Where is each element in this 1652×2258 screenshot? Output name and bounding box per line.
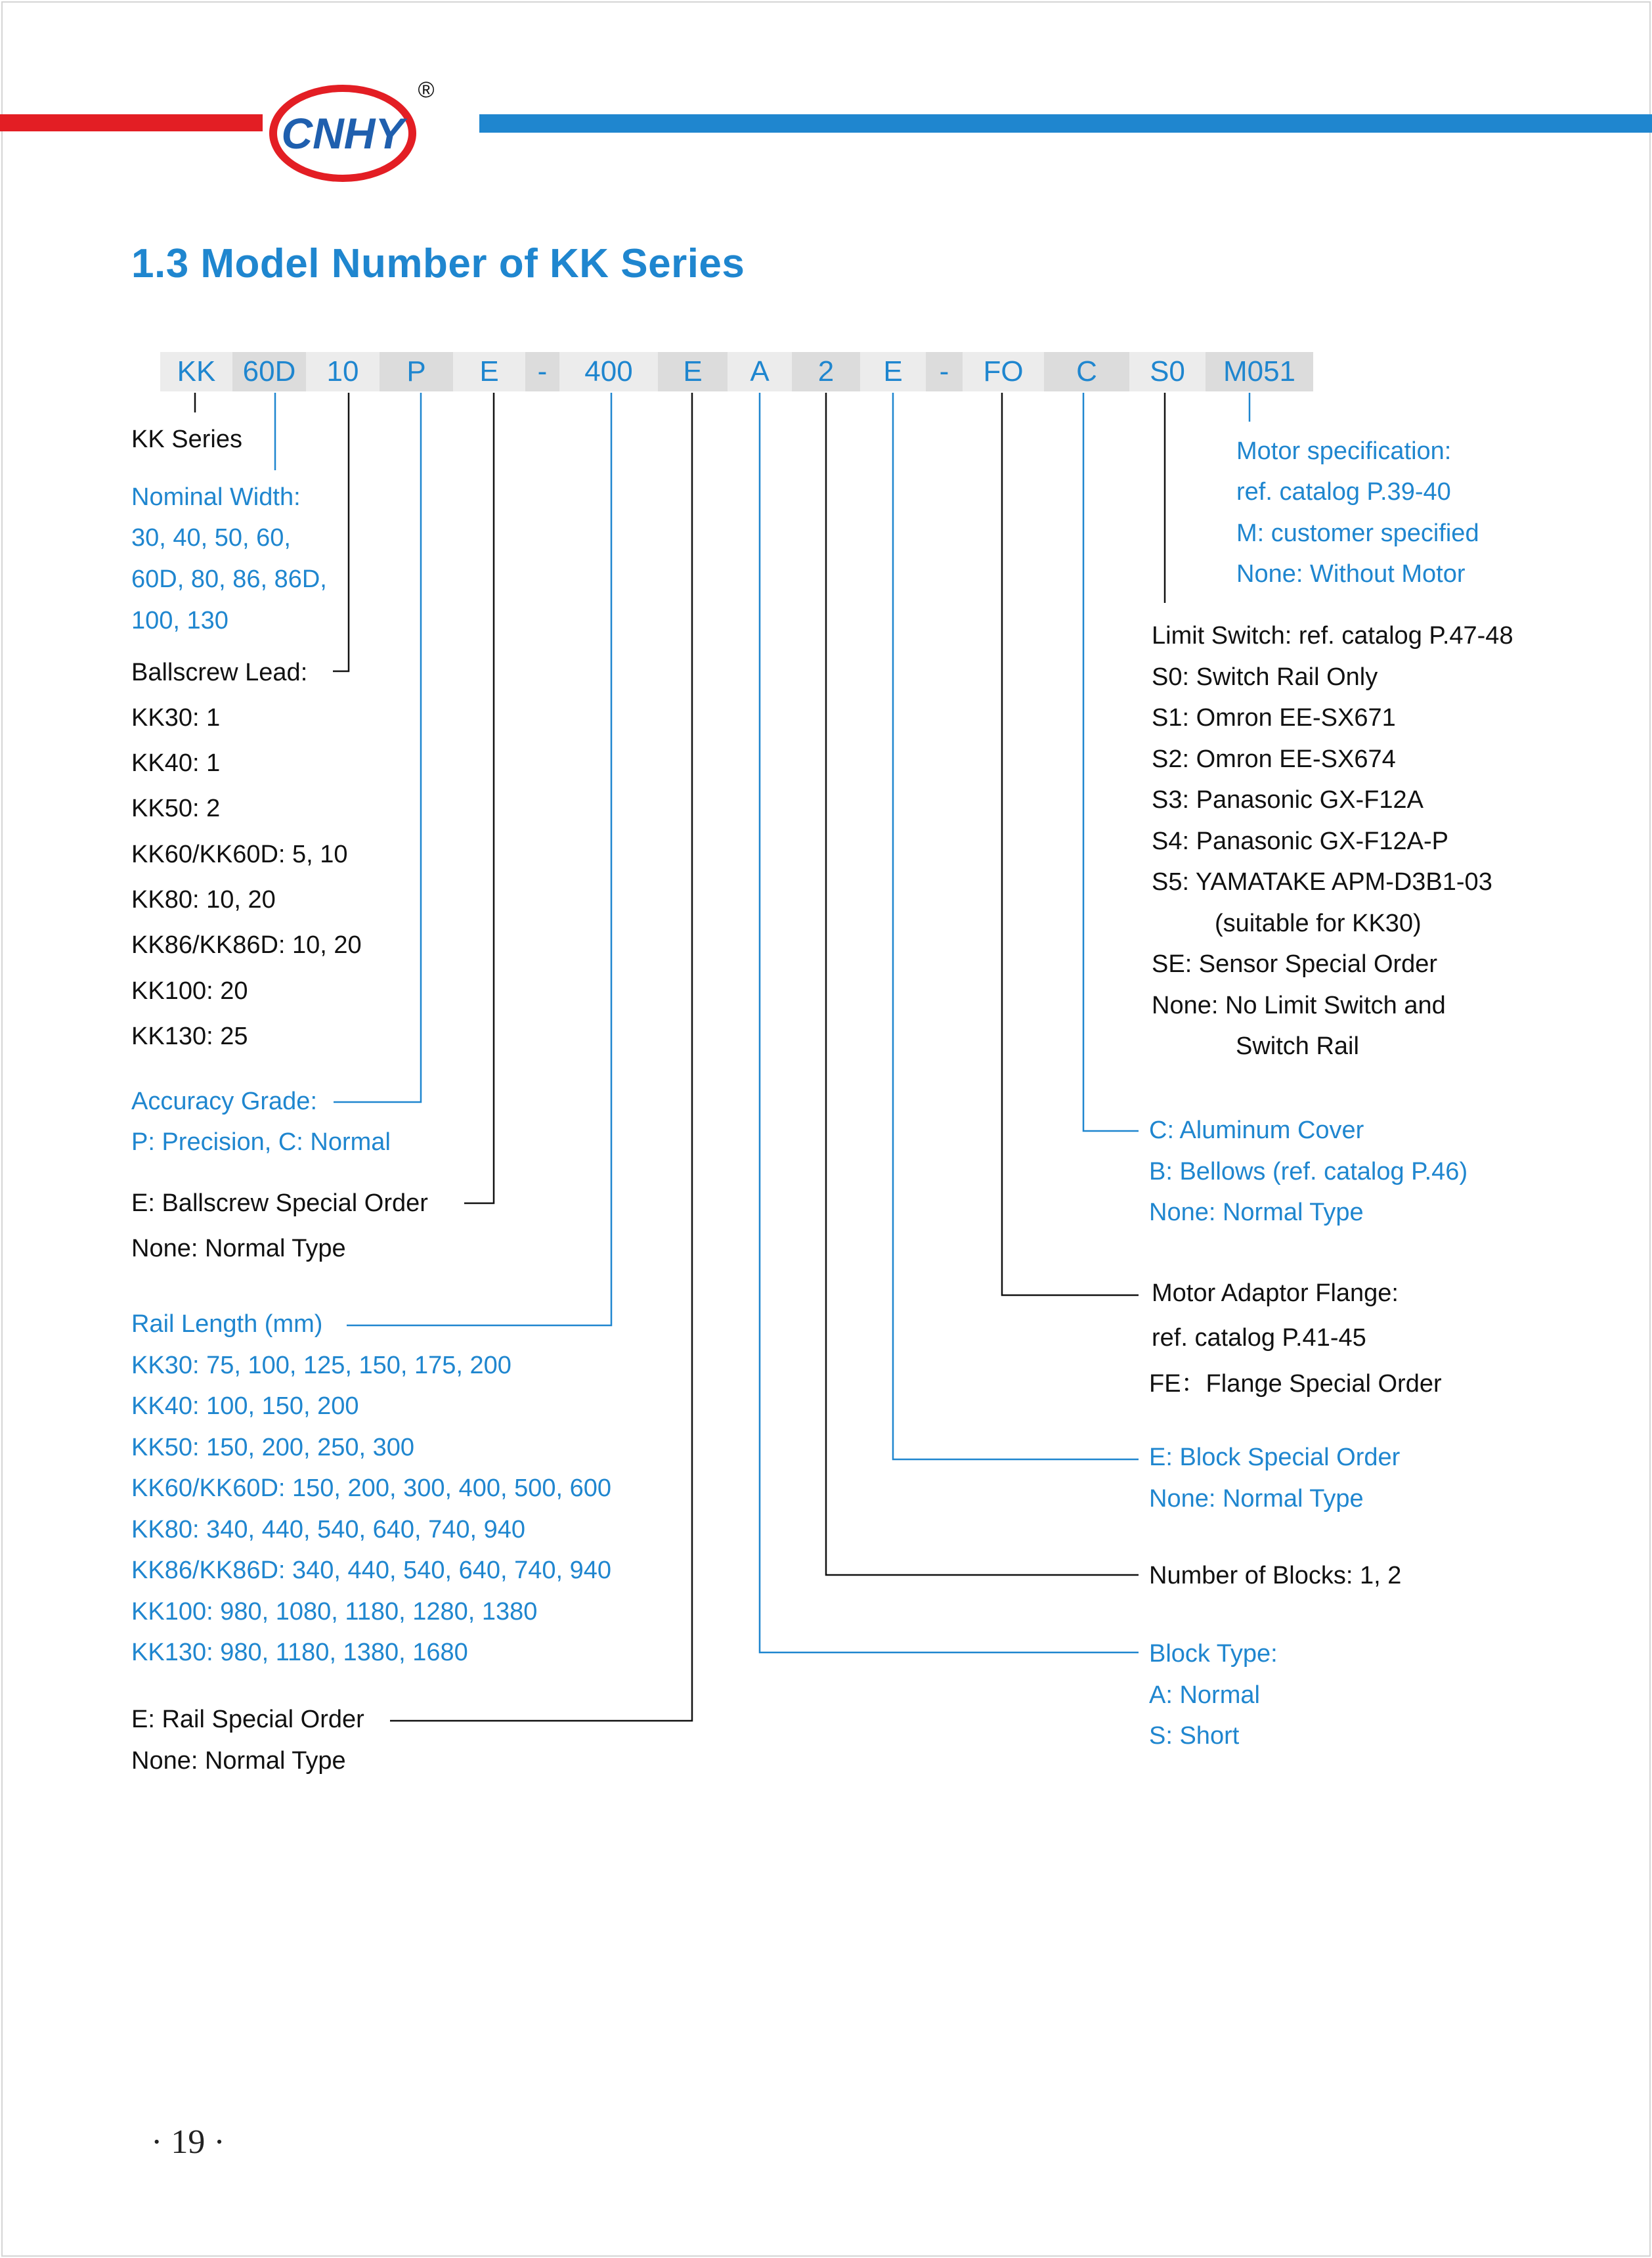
- flange-item: FE：Flange Special Order: [1149, 1370, 1442, 1398]
- block-type-heading: Block Type:: [1149, 1640, 1278, 1668]
- logo-text: CNHY: [281, 109, 404, 158]
- limit-switch-item: SE: Sensor Special Order: [1152, 950, 1438, 978]
- accuracy-values: P: Precision, C: Normal: [131, 1128, 391, 1156]
- rail-length-heading: Rail Length (mm): [131, 1310, 323, 1338]
- code-segment-blocks: 2: [792, 352, 860, 391]
- ballscrew-special-order: E: Ballscrew Special Order: [131, 1189, 428, 1217]
- code-segment-dash: -: [926, 352, 963, 391]
- ballscrew-lead-heading: Ballscrew Lead:: [131, 659, 308, 686]
- limit-switch-item: S0: Switch Rail Only: [1152, 663, 1378, 691]
- code-segment-block-type: A: [728, 352, 792, 391]
- code-segment-lead: 10: [306, 352, 380, 391]
- rail-length-item: KK40: 100, 150, 200: [131, 1392, 359, 1420]
- nominal-width-values: 60D, 80, 86, 86D,: [131, 565, 327, 593]
- page-number: · 19 ·: [151, 2123, 225, 2161]
- code-segment-accuracy: P: [380, 352, 453, 391]
- nominal-width-heading: Nominal Width:: [131, 483, 301, 511]
- rail-special-none: None: Normal Type: [131, 1747, 346, 1775]
- ballscrew-lead-item: KK100: 20: [131, 977, 248, 1005]
- ballscrew-lead-item: KK80: 10, 20: [131, 886, 276, 914]
- flange-item: ref. catalog P.41-45: [1152, 1324, 1366, 1352]
- series-label: KK Series: [131, 426, 242, 453]
- accuracy-heading: Accuracy Grade:: [131, 1088, 317, 1115]
- leader-accuracy: [334, 393, 421, 1102]
- ballscrew-lead-item: KK130: 25: [131, 1023, 248, 1050]
- cover-item: B: Bellows (ref. catalog P.46): [1149, 1158, 1468, 1185]
- limit-switch-item: None: No Limit Switch and: [1152, 992, 1446, 1019]
- limit-switch-item: S4: Panasonic GX-F12A-P: [1152, 828, 1448, 855]
- limit-switch-note: (suitable for KK30): [1215, 910, 1422, 937]
- rail-length-item: KK50: 150, 200, 250, 300: [131, 1434, 415, 1461]
- limit-switch-item: S2: Omron EE-SX674: [1152, 745, 1396, 773]
- code-segment-series: KK: [160, 352, 232, 391]
- limit-switch-note: Switch Rail: [1236, 1032, 1359, 1060]
- leader-blocks: [826, 393, 1139, 1575]
- limit-switch-item: S3: Panasonic GX-F12A: [1152, 786, 1424, 814]
- rail-length-item: KK30: 75, 100, 125, 150, 175, 200: [131, 1352, 511, 1379]
- rail-length-item: KK86/KK86D: 340, 440, 540, 640, 740, 940: [131, 1557, 612, 1584]
- blocks-count: Number of Blocks: 1, 2: [1149, 1562, 1402, 1589]
- leader-lead: [333, 393, 349, 671]
- code-segment-flange: FO: [963, 352, 1044, 391]
- ballscrew-special-none: None: Normal Type: [131, 1235, 346, 1262]
- limit-switch-item: S5: YAMATAKE APM-D3B1-03: [1152, 868, 1492, 896]
- cover-item: None: Normal Type: [1149, 1199, 1364, 1226]
- rail-length-item: KK130: 980, 1180, 1380, 1680: [131, 1639, 468, 1666]
- code-segment-cover: C: [1044, 352, 1129, 391]
- motor-spec-item: None: Without Motor: [1236, 560, 1466, 588]
- cover-heading: C: Aluminum Cover: [1149, 1117, 1364, 1144]
- page-title: 1.3 Model Number of KK Series: [131, 241, 745, 286]
- leader-cover: [1083, 393, 1139, 1131]
- leader-block-special: [893, 393, 1139, 1459]
- limit-switch-item: S1: Omron EE-SX671: [1152, 704, 1396, 732]
- rail-length-item: KK80: 340, 440, 540, 640, 740, 940: [131, 1516, 526, 1543]
- code-segment-rail-special: E: [658, 352, 728, 391]
- nominal-width-values: 100, 130: [131, 607, 228, 634]
- flange-heading: Motor Adaptor Flange:: [1152, 1279, 1399, 1307]
- code-segment-ballscrew-special: E: [453, 352, 525, 391]
- ballscrew-lead-item: KK60/KK60D: 5, 10: [131, 841, 348, 868]
- motor-spec-heading: Motor specification:: [1236, 437, 1452, 465]
- block-type-item: S: Short: [1149, 1722, 1240, 1750]
- leader-ballscrew-special: [464, 393, 494, 1203]
- nominal-width-values: 30, 40, 50, 60,: [131, 524, 291, 552]
- registered-mark: ®: [418, 77, 435, 102]
- code-segment-rail-length: 400: [559, 352, 658, 391]
- motor-spec-item: ref. catalog P.39-40: [1236, 478, 1451, 506]
- limit-switch-heading: Limit Switch: ref. catalog P.47-48: [1152, 622, 1513, 650]
- motor-spec-item: M: customer specified: [1236, 520, 1479, 547]
- leader-rail-length: [347, 393, 611, 1325]
- block-special-none: None: Normal Type: [1149, 1485, 1364, 1513]
- ballscrew-lead-item: KK50: 2: [131, 795, 221, 822]
- block-special-order: E: Block Special Order: [1149, 1444, 1401, 1471]
- code-segment-width: 60D: [232, 352, 306, 391]
- rail-special-order: E: Rail Special Order: [131, 1706, 364, 1733]
- code-segment-block-special: E: [860, 352, 926, 391]
- rail-length-item: KK60/KK60D: 150, 200, 300, 400, 500, 600: [131, 1474, 612, 1502]
- leader-flange: [1002, 393, 1139, 1295]
- code-segment-motor: M051: [1206, 352, 1313, 391]
- code-segment-limit-switch: S0: [1129, 352, 1206, 391]
- leader-block-type: [760, 393, 1139, 1652]
- ballscrew-lead-item: KK30: 1: [131, 704, 221, 732]
- ballscrew-lead-item: KK86/KK86D: 10, 20: [131, 931, 362, 959]
- block-type-item: A: Normal: [1149, 1681, 1260, 1709]
- ballscrew-lead-item: KK40: 1: [131, 749, 221, 777]
- rail-length-item: KK100: 980, 1080, 1180, 1280, 1380: [131, 1598, 538, 1626]
- code-segment-dash: -: [525, 352, 559, 391]
